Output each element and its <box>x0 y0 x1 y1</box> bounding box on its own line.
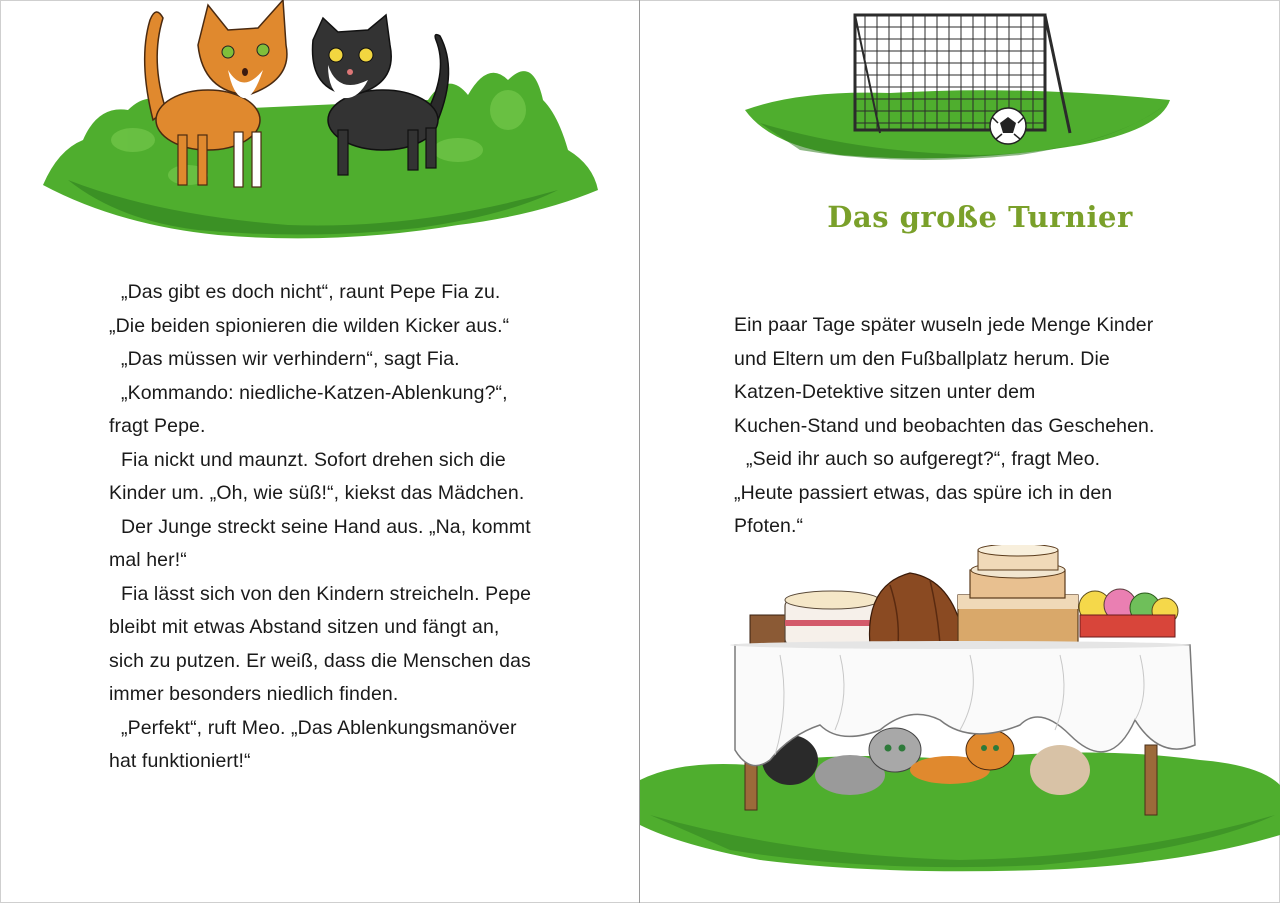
text-line: „Die beiden spionieren die wilden Kicker aus.“ <box>109 314 510 337</box>
text-line: bleibt mit etwas Abstand sitzen und fängt an, <box>109 616 500 638</box>
text-line: „Seid ihr auch so aufgeregt?“, fragt Meo. <box>746 448 1101 470</box>
text-line: hat funktioniert!“ <box>109 750 251 772</box>
soccer-goal-with-ball-illustration <box>740 5 1180 175</box>
text-line: mal her!“ <box>109 549 187 571</box>
text-line: Katzen-Detektive sitzen unter dem <box>734 381 1036 403</box>
text-line: und Eltern um den Fußballplatz herum. Die <box>734 347 1110 370</box>
right-page <box>640 0 1280 903</box>
text-line: Fia lässt sich von den Kindern streicheln. Pepe <box>121 582 532 605</box>
two-cats-in-grass-illustration <box>38 0 603 250</box>
text-line: „Kommando: niedliche-Katzen-Ablenkung?“, <box>121 381 508 404</box>
text-line: Pfoten.“ <box>734 515 804 537</box>
text-line: Kinder um. „Oh, wie süß!“, kiekst das Mädchen. <box>109 482 525 504</box>
text-line: „Heute passiert etwas, das spüre ich in den <box>734 481 1113 504</box>
chapter-title: Das große Turnier <box>827 200 1133 234</box>
text-line: Fia nickt und maunzt. Sofort drehen sich die <box>121 448 506 471</box>
text-line: „Das müssen wir verhindern“, sagt Fia. <box>121 348 460 370</box>
text-line: Der Junge streckt seine Hand aus. „Na, kommt <box>121 515 531 538</box>
right-page-text <box>734 309 1155 544</box>
text-line: immer besonders niedlich finden. <box>109 683 399 705</box>
text-line: Ein paar Tage später wuseln jede Menge Kinder <box>734 314 1154 336</box>
text-line: sich zu putzen. Er weiß, dass die Menschen das <box>109 649 531 672</box>
left-page-text <box>109 276 531 779</box>
cake-table-with-hiding-cats-illustration <box>640 545 1280 885</box>
text-line: Kuchen-Stand und beobachten das Geschehen. <box>734 414 1155 437</box>
text-line: fragt Pepe. <box>109 415 206 437</box>
text-line: „Das gibt es doch nicht“, raunt Pepe Fia zu. <box>121 281 501 303</box>
text-line: „Perfekt“, ruft Meo. „Das Ablenkungsmanöver <box>121 716 517 739</box>
